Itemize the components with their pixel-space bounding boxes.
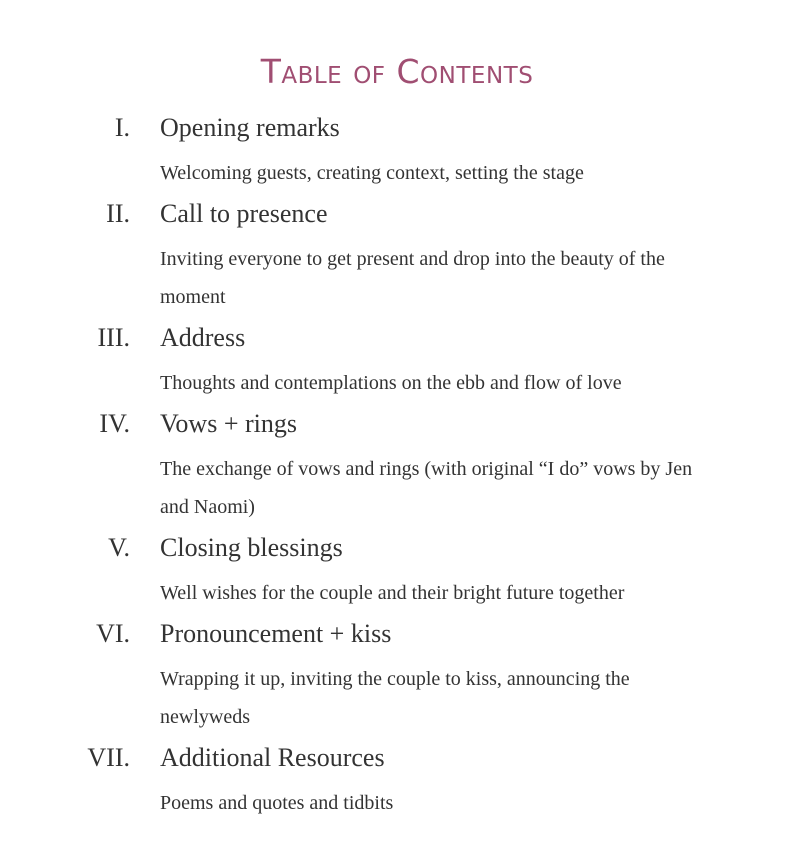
item-description: Inviting everyone to get present and drop into the beauty of the moment [160,248,665,308]
item-numeral: V. [108,533,130,562]
item-description: Thoughts and contemplations on the ebb and flow of love [160,372,622,394]
item-description: Well wishes for the couple and their bright future together [160,582,625,604]
item-numeral: IV. [99,409,130,438]
item-heading: Pronouncement + kiss [160,619,392,648]
contents-item [0,108,794,192]
item-heading: Additional Resources [160,743,385,772]
item-numeral: III. [97,323,130,352]
item-description: Welcoming guests, creating context, setting the stage [160,162,584,184]
item-heading: Closing blessings [160,533,343,562]
item-numeral: VI. [96,619,130,648]
item-heading: Address [160,323,246,352]
contents-item [0,738,794,822]
item-description: Wrapping it up, inviting the couple to kiss, announcing the newlyweds [160,668,630,728]
item-heading: Call to presence [160,199,328,228]
item-description: The exchange of vows and rings (with original “I do” vows by Jen and Naomi) [160,458,693,518]
contents-item [0,614,794,736]
item-numeral: VII. [87,743,130,772]
item-heading: Opening remarks [160,113,340,142]
contents-item [0,404,794,526]
item-numeral: I. [114,113,130,142]
contents-item [0,194,794,316]
contents-list [0,108,794,824]
contents-item [0,528,794,612]
contents-item [0,318,794,402]
item-heading: Vows + rings [160,409,297,438]
page-title: Table of Contents [260,52,534,91]
item-numeral: II. [106,199,130,228]
item-description: Poems and quotes and tidbits [160,792,394,814]
